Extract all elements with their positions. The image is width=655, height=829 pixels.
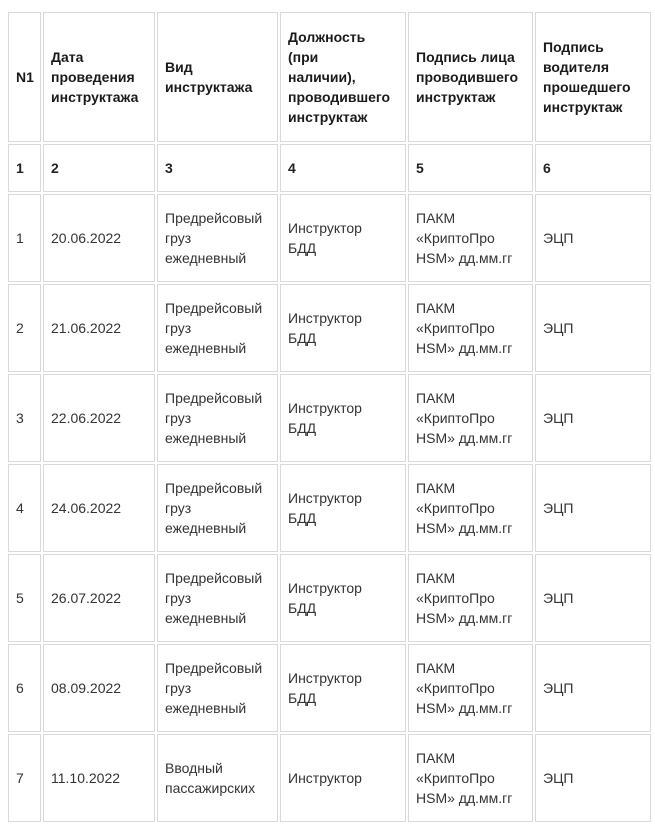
instructor-signature-cell: ПАКМ «КриптоПро HSM» дд.мм.гг (408, 734, 533, 822)
instructor-signature-cell: ПАКМ «КриптоПро HSM» дд.мм.гг (408, 374, 533, 462)
date-cell: 22.06.2022 (43, 374, 155, 462)
row-number-cell: 7 (8, 734, 41, 822)
table-row (8, 194, 651, 282)
header-date: Дата проведения инструктажа (43, 12, 155, 142)
instructor-signature-cell: ПАКМ «КриптоПро HSM» дд.мм.гг (408, 284, 533, 372)
row-number-cell: 5 (8, 554, 41, 642)
column-number: 4 (280, 144, 406, 192)
column-number: 5 (408, 144, 533, 192)
header-instructor-signature: Подпись лица проводившего инструктаж (408, 12, 533, 142)
driver-signature-cell: ЭЦП (535, 284, 651, 372)
type-cell: Вводный пассажирских (157, 734, 278, 822)
position-cell: Инструктор БДД (280, 644, 406, 732)
row-number-cell: 1 (8, 194, 41, 282)
driver-signature-cell: ЭЦП (535, 194, 651, 282)
type-cell: Предрейсовый груз ежедневный (157, 644, 278, 732)
column-number: 2 (43, 144, 155, 192)
date-cell: 08.09.2022 (43, 644, 155, 732)
type-cell: Предрейсовый груз ежедневный (157, 284, 278, 372)
date-cell: 26.07.2022 (43, 554, 155, 642)
date-cell: 24.06.2022 (43, 464, 155, 552)
table-row (8, 284, 651, 372)
date-cell: 21.06.2022 (43, 284, 155, 372)
position-cell: Инструктор БДД (280, 464, 406, 552)
header-driver-signature: Подпись водителя прошедшего инструктаж (535, 12, 651, 142)
column-number: 6 (535, 144, 651, 192)
driver-signature-cell: ЭЦП (535, 644, 651, 732)
date-cell: 20.06.2022 (43, 194, 155, 282)
instructor-signature-cell: ПАКМ «КриптоПро HSM» дд.мм.гг (408, 644, 533, 732)
header-row (8, 12, 651, 142)
type-cell: Предрейсовый груз ежедневный (157, 194, 278, 282)
header-number: N1 (8, 12, 41, 142)
date-cell: 11.10.2022 (43, 734, 155, 822)
position-cell: Инструктор БДД (280, 284, 406, 372)
column-number: 3 (157, 144, 278, 192)
column-number-row (8, 144, 651, 192)
driver-signature-cell: ЭЦП (535, 464, 651, 552)
row-number-cell: 2 (8, 284, 41, 372)
instructor-signature-cell: ПАКМ «КриптоПро HSM» дд.мм.гг (408, 464, 533, 552)
row-number-cell: 4 (8, 464, 41, 552)
table-row (8, 464, 651, 552)
type-cell: Предрейсовый груз ежедневный (157, 464, 278, 552)
table-row (8, 554, 651, 642)
position-cell: Инструктор (280, 734, 406, 822)
column-number: 1 (8, 144, 41, 192)
table-row (8, 644, 651, 732)
header-position: Должность (при наличии), проводившего инструктаж (280, 12, 406, 142)
row-number-cell: 6 (8, 644, 41, 732)
driver-signature-cell: ЭЦП (535, 734, 651, 822)
table-row (8, 734, 651, 822)
driver-signature-cell: ЭЦП (535, 374, 651, 462)
position-cell: Инструктор БДД (280, 554, 406, 642)
row-number-cell: 3 (8, 374, 41, 462)
header-type: Вид инструктажа (157, 12, 278, 142)
instructor-signature-cell: ПАКМ «КриптоПро HSM» дд.мм.гг (408, 194, 533, 282)
driver-signature-cell: ЭЦП (535, 554, 651, 642)
position-cell: Инструктор БДД (280, 374, 406, 462)
briefing-log-table (6, 10, 653, 824)
type-cell: Предрейсовый груз ежедневный (157, 374, 278, 462)
type-cell: Предрейсовый груз ежедневный (157, 554, 278, 642)
position-cell: Инструктор БДД (280, 194, 406, 282)
instructor-signature-cell: ПАКМ «КриптоПро HSM» дд.мм.гг (408, 554, 533, 642)
table-row (8, 374, 651, 462)
